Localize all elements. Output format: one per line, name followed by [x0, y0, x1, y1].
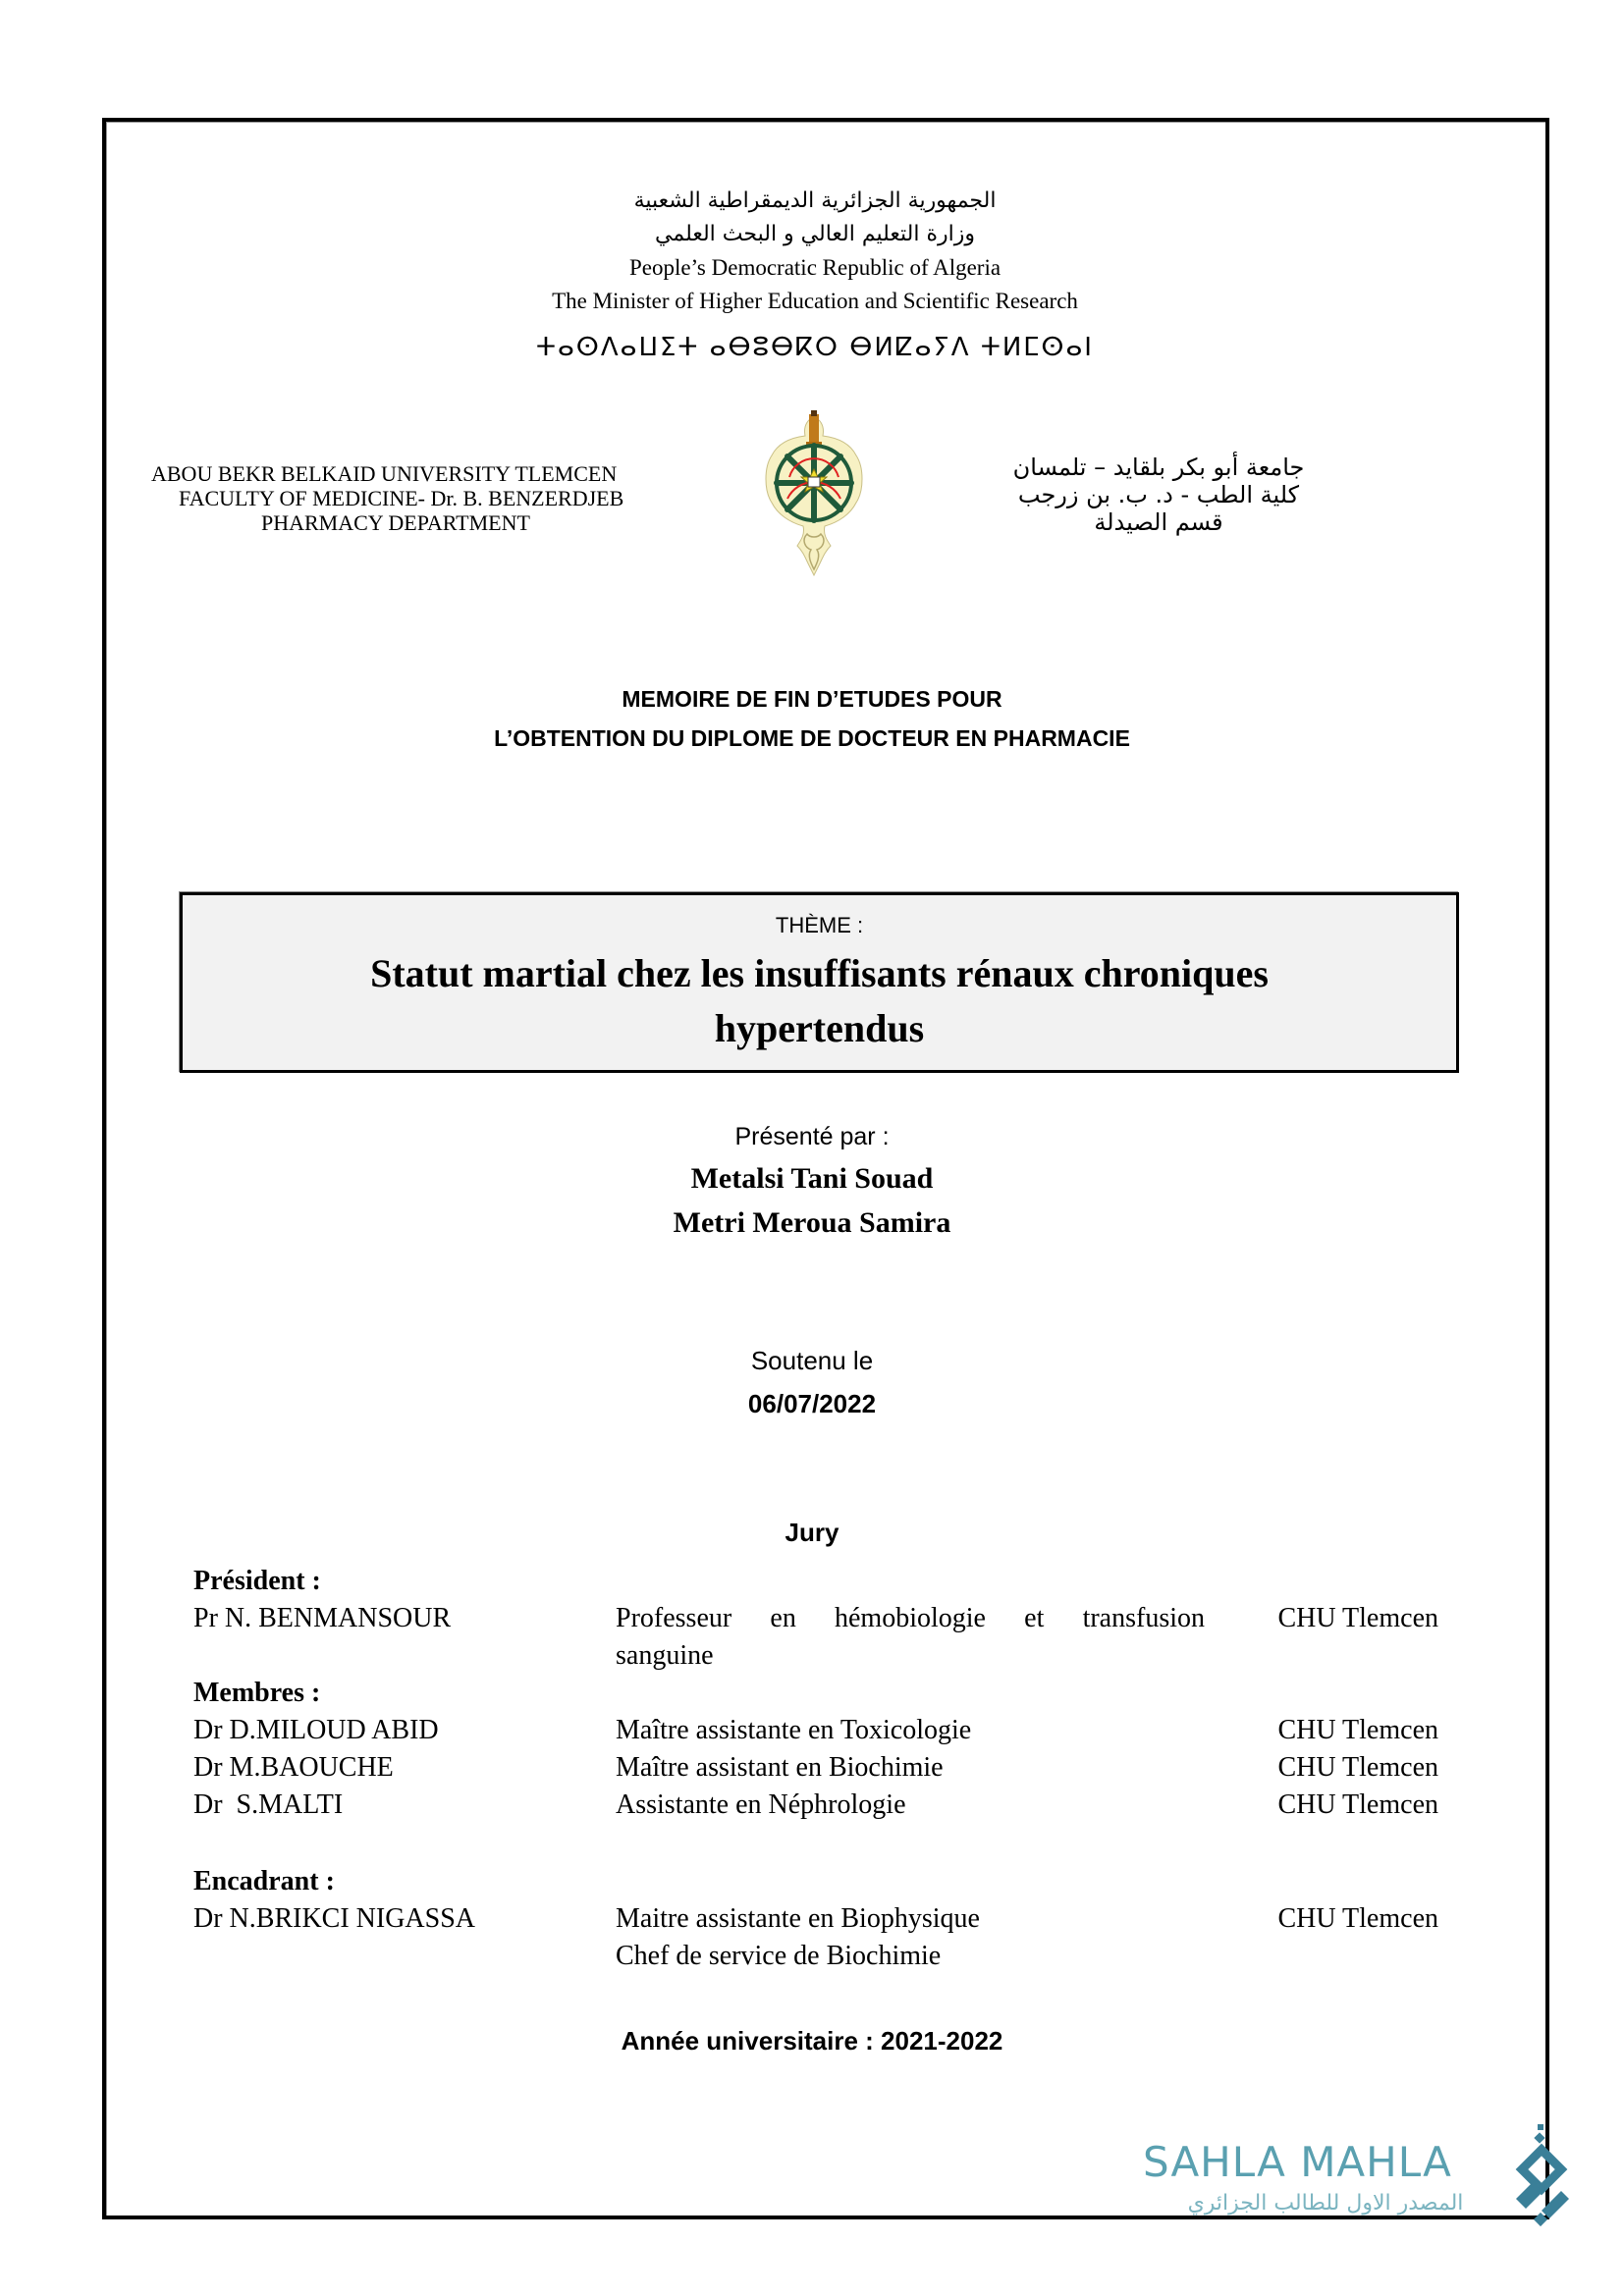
defense-label: Soutenu le [750, 1346, 874, 1375]
theme-box [180, 892, 1459, 1073]
tifinagh-line: ⵜⴰⵙⴷⴰⵡⵉⵜ ⴰⴱⵓⴱⴽⵔ ⴱⵍⵇⴰⵢⴷ ⵜⵍⵎⵙⴰⵏ [536, 333, 1094, 362]
department-name: PHARMACY DEPARTMENT [261, 510, 530, 535]
department-name-arabic: قسم الصيدلة [1094, 508, 1223, 536]
jury-row [193, 1900, 1450, 1975]
jury-heading: Jury [785, 1518, 839, 1547]
memoire-heading [295, 679, 1329, 758]
arabic-ministry-name: وزارة التعليم العالي و البحث العلمي [655, 222, 975, 246]
jury-member-title: Professeur en hémobiologie et transfusion sanguine [616, 1603, 1205, 1671]
watermark-brand: SAHLA MAHLA [1143, 2138, 1452, 2186]
jury-member-name: Pr N. BENMANSOUR [193, 1603, 452, 1633]
arabic-republic-name: الجمهورية الجزائرية الديمقراطية الشعبية [633, 188, 997, 213]
defense-date: 06/07/2022 [747, 1389, 877, 1418]
jury-supervisor-section [193, 1863, 1450, 1975]
university-name: ABOU BEKR BELKAID UNIVERSITY TLEMCEN [151, 461, 618, 486]
defense-section [295, 1339, 1329, 1425]
jury-row [193, 1749, 1450, 1787]
author-name: Metalsi Tani Souad [690, 1162, 934, 1195]
faculty-name-arabic: كلية الطب - د. ب. بن زرجب [1017, 481, 1300, 508]
jury-member-name: Dr D.MILOUD ABID [193, 1715, 439, 1745]
jury-member-affiliation: CHU Tlemcen [1277, 1603, 1438, 1633]
jury-member-title: Maitre assistante en Biophysique Chef de service de Biochimie [616, 1903, 980, 1971]
jury-member-affiliation: CHU Tlemcen [1277, 1715, 1438, 1745]
jury-row [193, 1600, 1450, 1675]
jury-member-title: Maître assistant en Biochimie [616, 1752, 944, 1783]
members-role-label: Membres : [193, 1678, 321, 1708]
jury-member-name: Dr M.BAOUCHE [193, 1752, 394, 1783]
jury-member-affiliation: CHU Tlemcen [1277, 1903, 1438, 1934]
university-name-arabic: جامعة أبو بكر بلقايد – تلمسان [1012, 454, 1305, 481]
memoire-line-1: MEMOIRE DE FIN D’ETUDES POUR [622, 686, 1002, 712]
jury-row [193, 1787, 1450, 1824]
thesis-title-line-2: hypertendus [714, 1006, 925, 1050]
jury-member-name: Dr N.BRIKCI NIGASSA [193, 1903, 476, 1934]
sahla-mahla-watermark [1139, 2120, 1571, 2228]
jury-member-title: Maître assistante en Toxicologie [616, 1715, 972, 1745]
faculty-name: FACULTY OF MEDICINE- Dr. B. BENZERDJEB [179, 486, 624, 510]
watermark-tagline: المصدر الاول للطالب الجزائري [1187, 2191, 1464, 2216]
memoire-line-2: L’OBTENTION DU DIPLOME DE DOCTEUR EN PHARMACIE [494, 725, 1130, 751]
thesis-title-line-1: Statut martial chez les insuffisants rénaux chroniques [370, 951, 1269, 995]
presented-by-label: Présenté par : [734, 1123, 890, 1150]
jury-president-section [193, 1563, 1450, 1675]
thesis-title [183, 946, 1456, 1056]
author-name: Metri Meroua Samira [673, 1206, 951, 1239]
jury-members-section [193, 1675, 1450, 1824]
jury-member-name: Dr S.MALTI [193, 1789, 344, 1820]
presented-by-section [295, 1117, 1329, 1245]
jury-member-affiliation: CHU Tlemcen [1277, 1752, 1438, 1783]
supervisor-role-label: Encadrant : [193, 1866, 335, 1896]
jury-member-affiliation: CHU Tlemcen [1277, 1789, 1438, 1820]
government-header [295, 185, 1335, 371]
university-emblem-icon [762, 408, 866, 579]
english-republic-name: People’s Democratic Republic of Algeria [628, 255, 1001, 280]
english-ministry-name: The Minister of Higher Education and Scientific Research [552, 289, 1078, 313]
jury-row [193, 1712, 1450, 1749]
theme-label: THÈME : [775, 913, 864, 937]
jury-member-title: Assistante en Néphrologie [616, 1789, 906, 1820]
calligraphy-logo-icon [1512, 2120, 1571, 2228]
president-role-label: Président : [193, 1566, 321, 1596]
academic-year: Année universitaire : 2021-2022 [621, 2026, 1003, 2056]
university-arabic-block [992, 454, 1326, 536]
university-english-block [147, 461, 707, 535]
